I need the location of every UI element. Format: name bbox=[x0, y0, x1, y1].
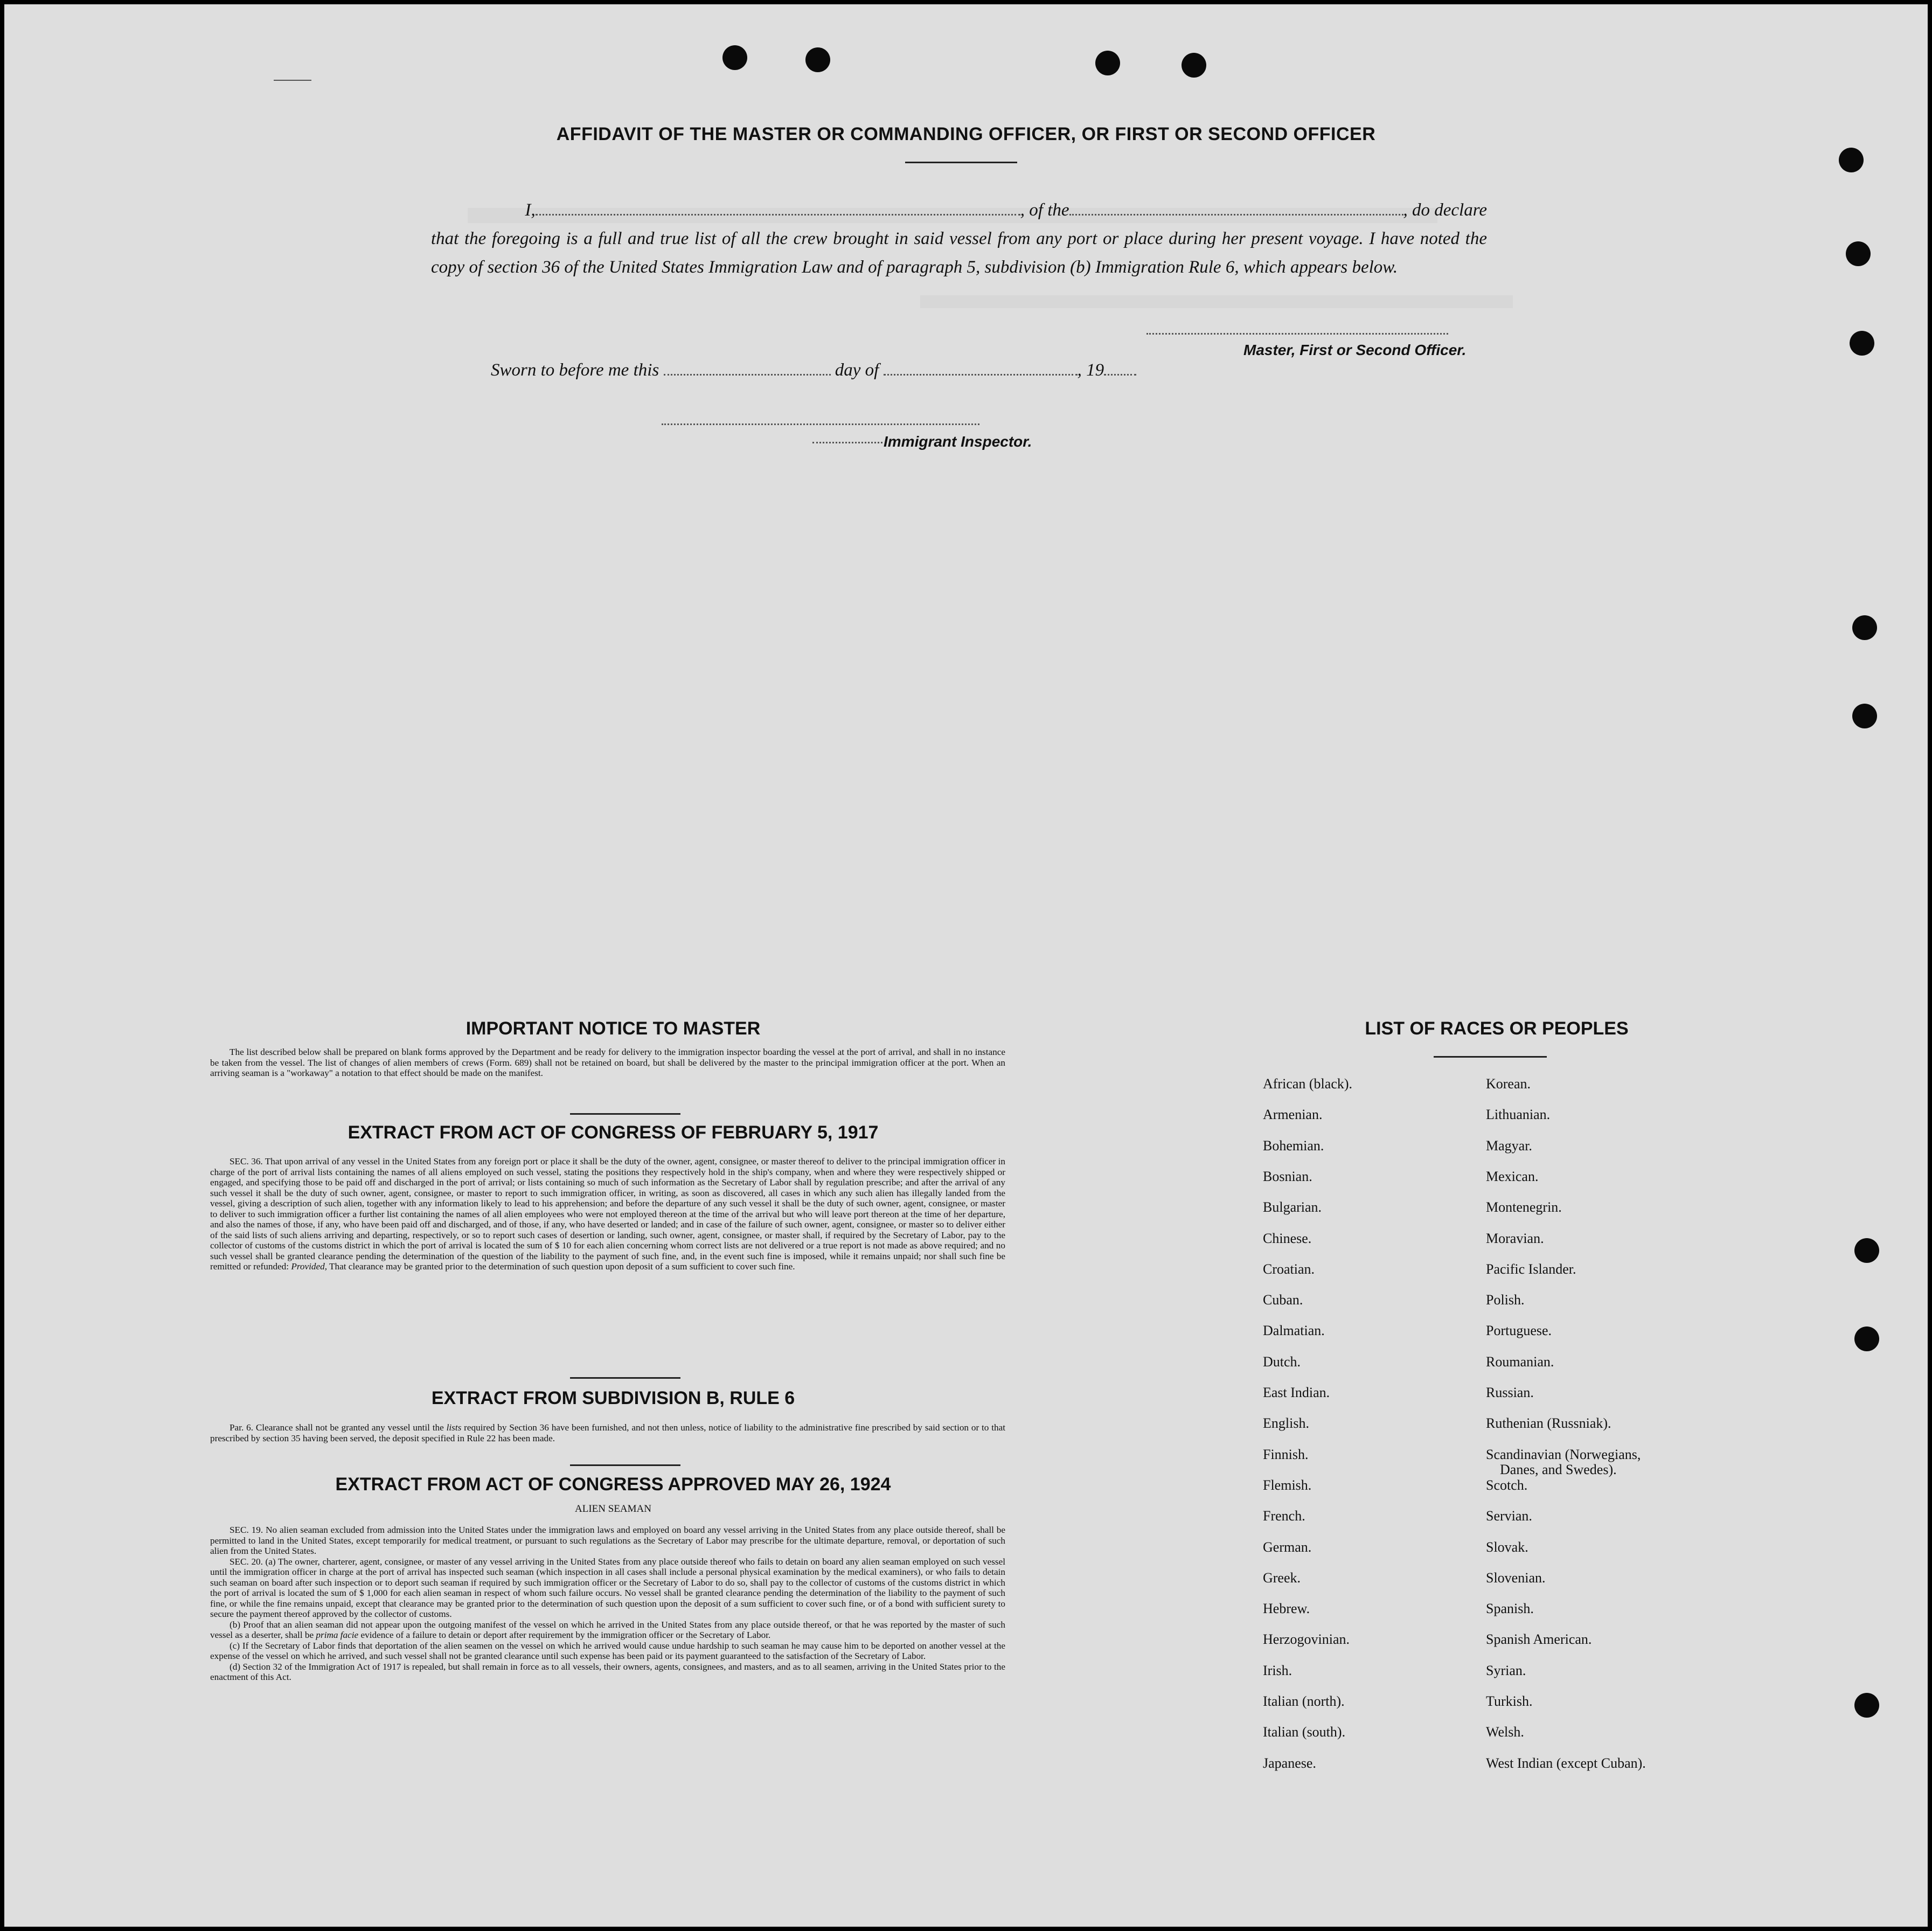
race-item: Chinese. bbox=[1263, 1230, 1312, 1246]
race-item: Japanese. bbox=[1263, 1755, 1316, 1771]
sec36-text bbox=[210, 1156, 1005, 1272]
sworn-month-field[interactable] bbox=[884, 360, 1078, 376]
notice-title: IMPORTANT NOTICE TO MASTER bbox=[465, 1018, 761, 1039]
affidavit-title: AFFIDAVIT OF THE MASTER OR COMMANDING OFFICER, OR FIRST OR SECOND OFFICER bbox=[556, 124, 1376, 144]
sworn-day-of: day of bbox=[835, 360, 879, 380]
inspector-signature-line[interactable] bbox=[662, 423, 979, 425]
race-item: Montenegrin. bbox=[1486, 1199, 1562, 1215]
rule6-text-main: Par. 6. Clearance shall not be granted any vessel until the bbox=[230, 1422, 444, 1433]
rule6-text-end: required by Section 36 have been furnished, and not then unless, notice of liability to the administrative fine prescribed by said section or to that prescribed by section 35 having been served, the deposit specified in Rule 22 has been made. bbox=[210, 1422, 1006, 1443]
race-item: Lithuanian. bbox=[1486, 1107, 1551, 1123]
rule6-lists: lists bbox=[446, 1422, 462, 1433]
notice-text-block bbox=[210, 1047, 1005, 1079]
punch-hole bbox=[1182, 53, 1206, 78]
affidavit-body-text: that the foregoing is a full and true list of all the crew brought in said vessel from any port or place during her present voyage. I have noted the copy of section 36 of the United States Immigration Law and of paragraph 5, subdivision (b) Immigration Rule 6, which appears below. bbox=[431, 229, 1487, 277]
section-divider bbox=[570, 1377, 680, 1379]
inspector-dots bbox=[812, 442, 882, 443]
race-item: Irish. bbox=[1263, 1662, 1292, 1678]
sworn-year-field[interactable] bbox=[1104, 360, 1136, 376]
sworn-year-prefix: , 19 bbox=[1077, 360, 1104, 380]
alien-seaman-subtitle: ALIEN SEAMAN bbox=[575, 1503, 651, 1515]
race-item: Magyar. bbox=[1486, 1137, 1532, 1154]
race-item: African (black). bbox=[1263, 1076, 1353, 1092]
race-item: Spanish. bbox=[1486, 1601, 1534, 1617]
sec20a-text: SEC. 20. (a) The owner, charterer, agent, consignee, or master of any vessel arriving in the United States from any place outside thereof who fails to detain on board any alien seaman employed on such vessel until the immigration officer in charge at the port of arrival has inspected such seaman (which inspection in all cases shall include a personal physical examination by the medical examiners), or who fails to detain such seaman on board after such inspection or to deport such seaman if required by such immigration officer or the Secretary of Labor to do so, shall pay to the collector of customs of the customs district in which the port of arrival is located the sum of $ 1,000 for each alien seaman in respect of whom such failure occurs. No vessel shall be granted clearance pending the determination of the liability to the payment of such fine, or while the fine remains unpaid, except that clearance may be granted prior to the determination of such question upon the deposit of a sum sufficient to cover such fine, or of a bond with sufficient surety to secure the payment thereof approved by the collector of customs. bbox=[210, 1556, 1005, 1619]
race-item: Turkish. bbox=[1486, 1693, 1533, 1709]
races-list-title: LIST OF RACES OR PEOPLES bbox=[1365, 1018, 1629, 1039]
punch-hole bbox=[1095, 51, 1120, 75]
sec19-text: SEC. 19. No alien seaman excluded from admission into the United States under the immigration laws and employed on board any vessel arriving in the United States from any place outside thereof, shall be permitted to land in the United States, except temporarily for medical treatment, or pursuant to such regulations as the Secretary of Labor may prescribe for the ultimate departure, removal, or deportation of such alien from the United States. bbox=[210, 1525, 1005, 1556]
race-item: English. bbox=[1263, 1415, 1309, 1432]
race-item: French. bbox=[1263, 1508, 1305, 1524]
race-item: Ruthenian (Russniak). bbox=[1486, 1415, 1611, 1432]
race-item: Flemish. bbox=[1263, 1477, 1312, 1493]
race-item: Polish. bbox=[1486, 1292, 1525, 1308]
title-divider bbox=[905, 162, 1017, 163]
extract-1917-text-block bbox=[210, 1156, 1005, 1272]
signature-line[interactable] bbox=[1146, 333, 1448, 335]
race-item: Roumanian. bbox=[1486, 1353, 1554, 1370]
declaration-line bbox=[431, 196, 1487, 225]
punch-hole bbox=[1852, 615, 1877, 640]
race-item: Armenian. bbox=[1263, 1107, 1323, 1123]
sworn-day-field[interactable] bbox=[664, 360, 831, 376]
race-item: Syrian. bbox=[1486, 1662, 1526, 1678]
race-item: Pacific Islander. bbox=[1486, 1261, 1576, 1277]
sec20b-end: evidence of a failure to detain or deport after requirement by the immigration officer or the Secretary of Labor. bbox=[360, 1630, 771, 1640]
extract-rule6-title: EXTRACT FROM SUBDIVISION B, RULE 6 bbox=[431, 1388, 795, 1408]
declarant-prefix: I, bbox=[525, 200, 536, 220]
section-divider bbox=[570, 1113, 680, 1115]
race-item: Servian. bbox=[1486, 1508, 1532, 1524]
race-item: Bulgarian. bbox=[1263, 1199, 1322, 1215]
race-item: Croatian. bbox=[1263, 1261, 1315, 1277]
race-item: Dutch. bbox=[1263, 1353, 1301, 1370]
race-item: German. bbox=[1263, 1539, 1312, 1555]
race-item: Cuban. bbox=[1263, 1292, 1303, 1308]
race-item: Slovak. bbox=[1486, 1539, 1528, 1555]
extract-1924-text-block bbox=[210, 1525, 1005, 1683]
sec20b-prima-facie: prima facie bbox=[316, 1630, 359, 1640]
punch-hole bbox=[1854, 1693, 1879, 1718]
vessel-name-field[interactable] bbox=[1069, 200, 1403, 216]
notice-text: The list described below shall be prepared on blank forms approved by the Department and be ready for delivery to the immigration inspector boarding the vessel at the port of arrival, and shall in no instance be taken from the vessel. The list of changes of alien members of crews (Form. 689) shall not be retained on board, but shall be delivered by the master to the principal immigration officer at the port. When an arriving seaman is a "workaway" a notation to that effect should be made on the manifest. bbox=[210, 1047, 1005, 1078]
bleed-through bbox=[920, 295, 1513, 308]
sec36-provided: Provided, bbox=[291, 1261, 328, 1272]
race-item: Moravian. bbox=[1486, 1230, 1544, 1246]
punch-hole bbox=[1839, 148, 1864, 172]
punch-hole bbox=[722, 45, 747, 70]
sec36-text-end: That clearance may be granted prior to the determination of such question upon deposit of a sum sufficient to cover such fine. bbox=[329, 1261, 795, 1272]
affidavit-statement bbox=[431, 196, 1487, 282]
race-item: Bohemian. bbox=[1263, 1137, 1324, 1154]
race-item: Bosnian. bbox=[1263, 1168, 1312, 1184]
stray-mark bbox=[274, 80, 311, 81]
race-item: Spanish American. bbox=[1486, 1631, 1592, 1648]
extract-1924-title: EXTRACT FROM ACT OF CONGRESS APPROVED MAY 26, 1924 bbox=[335, 1474, 891, 1495]
inspector-label: Immigrant Inspector. bbox=[884, 433, 1032, 450]
rule6-text bbox=[210, 1422, 1005, 1443]
extract-1917-title: EXTRACT FROM ACT OF CONGRESS OF FEBRUARY 5, 1917 bbox=[348, 1122, 879, 1143]
race-item: Scandinavian (Norwegians, Danes, and Swedes). bbox=[1486, 1446, 1641, 1477]
race-item: Korean. bbox=[1486, 1076, 1531, 1092]
race-item: Slovenian. bbox=[1486, 1569, 1546, 1586]
race-item: Hebrew. bbox=[1263, 1601, 1310, 1617]
race-item: West Indian (except Cuban). bbox=[1486, 1755, 1646, 1771]
race-item: Scotch. bbox=[1486, 1477, 1528, 1493]
race-item: Herzogovinian. bbox=[1263, 1631, 1350, 1648]
sec20d-text: (d) Section 32 of the Immigration Act of 1917 is repealed, but shall remain in force as to all vessels, their owners, agents, consignees, and masters, and as to all seamen, arriving in the United States prior to the enactment of this Act. bbox=[210, 1661, 1005, 1682]
race-item: Italian (south). bbox=[1263, 1724, 1346, 1740]
extract-rule6-text-block bbox=[210, 1422, 1005, 1443]
punch-hole bbox=[1852, 704, 1877, 728]
punch-hole bbox=[1846, 241, 1871, 266]
sec36-text-main: SEC. 36. That upon arrival of any vessel in the United States from any foreign port or place it shall be the duty of the owner, agent, consignee, or master thereof to deliver to the principal immigration officer in charge of the port of arrival lists containing the names of all aliens employed on such vessel, stating the positions they respectively hold in the ship's company, when and where they were respectively shipped or engaged, and specifying those to be paid off and discharged in the port of arrival; or lists containing so much of such information as the Secretary of Labor shall by regulation prescribe; and after the arrival of any such vessel it shall be the duty of such owner, agent, consignee, or master to report to such immigration officer, in writing, as soon as discovered, all cases in which any such alien has illegally landed from the vessel, giving a description of such alien, together with any information likely to lead to his apprehension; and before the departure of any such vessel it shall be the duty of such owner, agent, consignee, or master to deliver to such immigration officer a further list containing the names of all alien employees who were not employed thereon at the time of the arrival but who will leave port thereon at the time of her departure, and also the names of those, if any, who have been paid off and discharged, and of those, if any, who have deserted or landed; and in case of the failure of such owner, agent, consignee, or master so to deliver either of the said lists of such aliens arriving and departing, respectively, or so to report such cases of desertion or landing, such owner, agent, consignee, or master shall, if required by the Secretary of Labor, pay to the collector of customs of the customs district in which the port of arrival is located the sum of $ 10 for each alien concerning whom correct lists are not delivered or a true report is not made as above required; and no such vessel shall be granted clearance pending the determination of the question of the liability to the payment of such fine, and, in the event such fine is imposed, while it remains unpaid; nor shall such fine be remitted or refunded: bbox=[210, 1156, 1005, 1272]
do-declare-text: , do declare bbox=[1403, 200, 1487, 220]
race-item: Italian (north). bbox=[1263, 1693, 1345, 1709]
race-item: Dalmatian. bbox=[1263, 1323, 1325, 1339]
punch-hole bbox=[1854, 1326, 1879, 1351]
punch-hole bbox=[805, 47, 830, 72]
sworn-prefix: Sworn to before me this bbox=[491, 360, 659, 380]
sec20b-text bbox=[210, 1620, 1005, 1641]
punch-hole bbox=[1854, 1238, 1879, 1263]
sec20c-text: (c) If the Secretary of Labor finds that deportation of the alien seamen on the vessel on which he arrived would cause undue hardship to such seaman he may cause him to be deported on another vessel at the expense of the vessel on which he arrived, and such vessel shall not be granted clearance until such expense has been paid or its payment guaranteed to the satisfaction of the Secretary of Labor. bbox=[210, 1640, 1005, 1661]
of-the-text: , of the bbox=[1020, 200, 1069, 220]
sworn-line bbox=[491, 360, 1136, 380]
race-item: Finnish. bbox=[1263, 1446, 1309, 1462]
races-title-divider bbox=[1434, 1056, 1547, 1058]
declarant-name-field[interactable] bbox=[536, 200, 1020, 216]
punch-hole bbox=[1850, 331, 1874, 356]
race-item: East Indian. bbox=[1263, 1385, 1330, 1400]
document-page bbox=[4, 4, 1928, 1927]
signature-label: Master, First or Second Officer. bbox=[1243, 342, 1467, 358]
race-item: Greek. bbox=[1263, 1569, 1301, 1586]
race-item: Russian. bbox=[1486, 1385, 1534, 1400]
section-divider bbox=[570, 1464, 680, 1466]
sec20b-main: (b) Proof that an alien seaman did not appear upon the outgoing manifest of the vessel on which he arrived in the United States from any place outside thereof, or that he was reported by the master of such vessel as a deserter, shall be bbox=[210, 1619, 1005, 1640]
race-item: Portuguese. bbox=[1486, 1323, 1552, 1339]
race-item: Welsh. bbox=[1486, 1724, 1524, 1740]
race-item: Mexican. bbox=[1486, 1168, 1539, 1184]
